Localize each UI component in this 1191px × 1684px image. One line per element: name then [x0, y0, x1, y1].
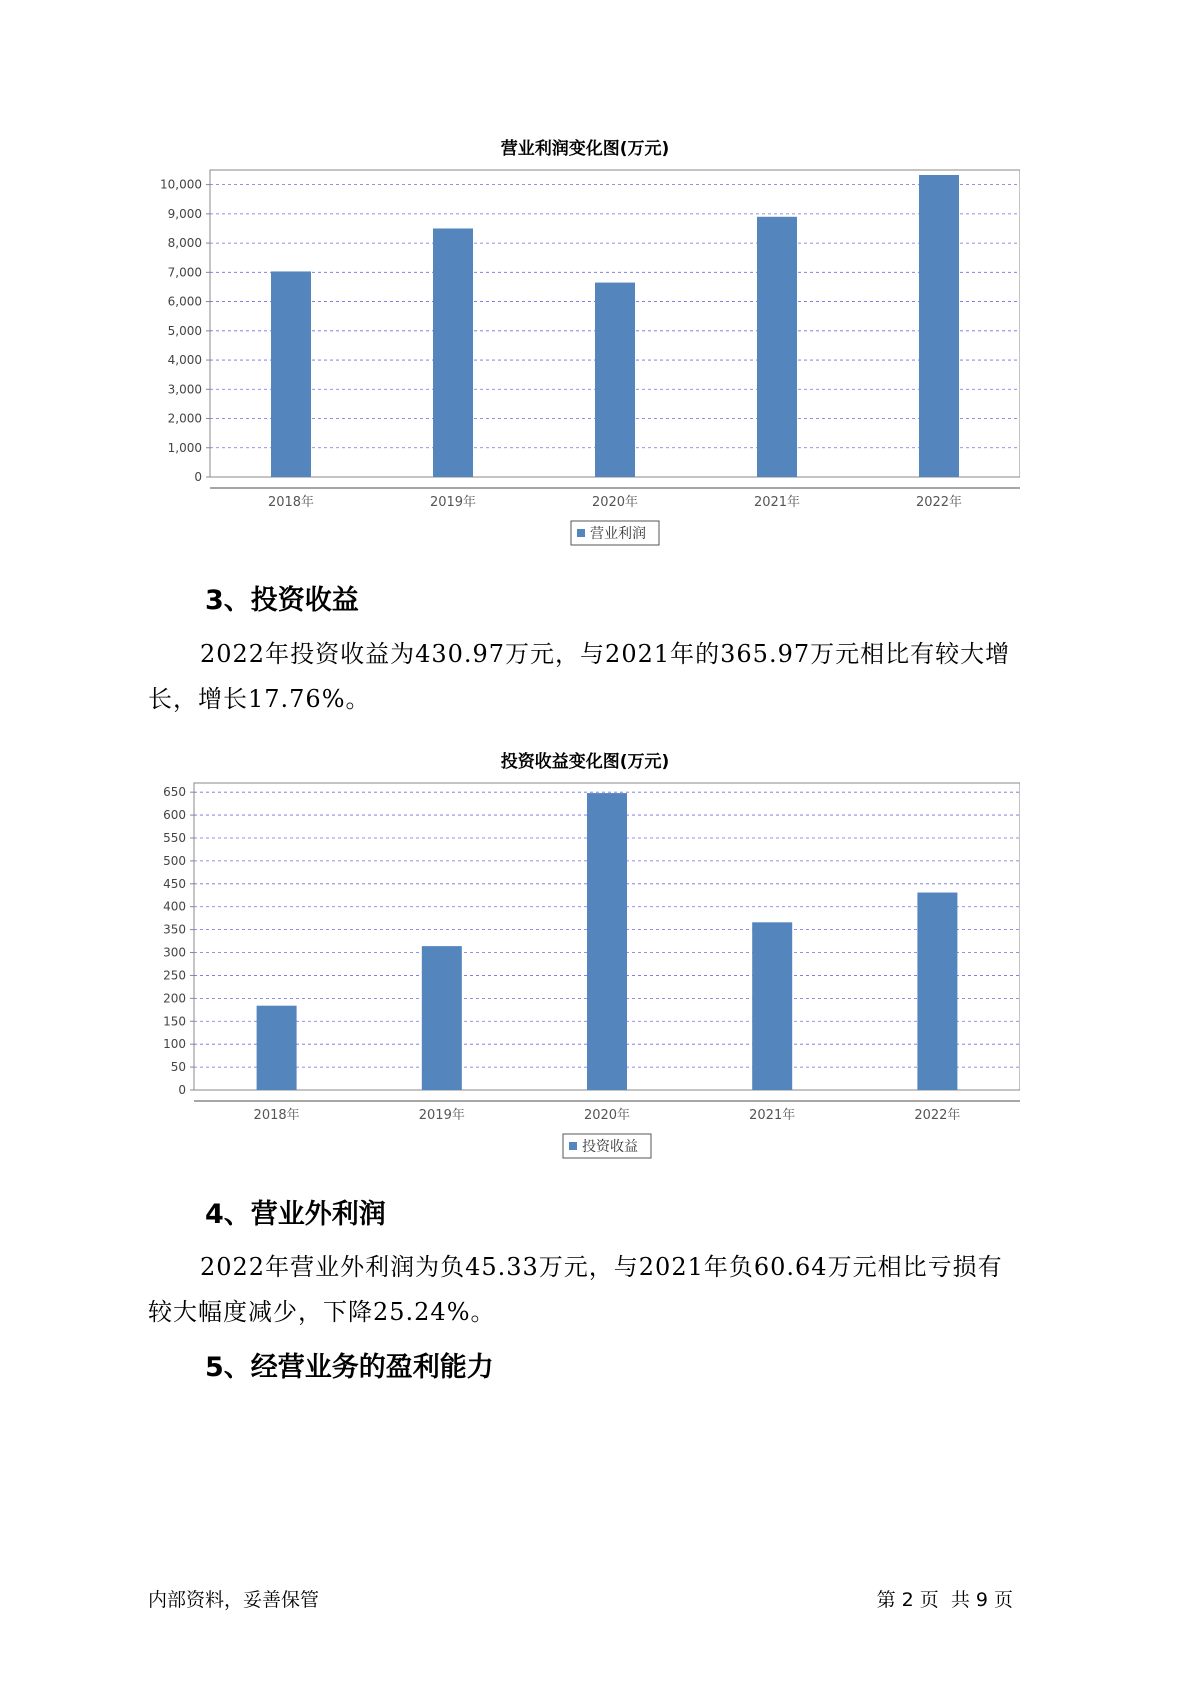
legend-swatch — [569, 1142, 577, 1150]
y-tick-label: 3,000 — [167, 382, 202, 397]
y-tick-label: 550 — [163, 830, 186, 845]
y-tick-label: 0 — [178, 1083, 186, 1097]
y-tick-label: 10,000 — [160, 177, 202, 192]
y-tick-label: 6,000 — [167, 294, 202, 309]
x-tick-label: 2018年 — [253, 1108, 300, 1123]
bar — [257, 1006, 297, 1090]
y-tick-label: 500 — [163, 853, 186, 868]
bar — [752, 922, 792, 1090]
chart-plot — [150, 743, 1020, 1163]
y-tick-label: 9,000 — [167, 206, 202, 221]
chart-plot — [150, 130, 1020, 550]
x-tick-label: 2020年 — [591, 495, 639, 510]
x-tick-label: 2018年 — [267, 495, 315, 510]
bar — [433, 228, 473, 477]
investment-income-paragraph — [148, 632, 1048, 722]
bar — [757, 217, 797, 477]
x-tick-label: 2021年 — [749, 1108, 796, 1123]
bar — [917, 893, 957, 1090]
x-tick-label: 2021年 — [753, 495, 801, 510]
y-tick-label: 1,000 — [167, 440, 202, 455]
bar — [271, 271, 311, 477]
y-tick-label: 0 — [194, 470, 202, 484]
y-tick-label: 600 — [163, 808, 186, 823]
chart-title: 营业利润变化图(万元) — [500, 139, 670, 159]
y-tick-label: 100 — [163, 1037, 186, 1052]
paragraph-line: 较大幅度减少，下降25.24%。 — [148, 1298, 496, 1326]
y-tick-label: 50 — [170, 1060, 186, 1075]
paragraph-line: 2022年营业外利润为负45.33万元，与2021年负60.64万元相比亏损有 — [200, 1253, 1003, 1281]
operating-profit-chart — [150, 130, 1020, 550]
bar — [587, 793, 627, 1090]
y-tick-label: 250 — [163, 968, 186, 983]
paragraph-line: 长，增长17.76%。 — [148, 685, 371, 713]
non-operating-profit-paragraph — [148, 1245, 1048, 1335]
y-tick-label: 4,000 — [167, 353, 202, 368]
bar — [595, 283, 635, 477]
y-tick-label: 2,000 — [167, 411, 202, 426]
y-tick-label: 450 — [163, 876, 186, 891]
y-tick-label: 7,000 — [167, 265, 202, 280]
footer-confidential-note: 内部资料，妥善保管 — [148, 1589, 320, 1611]
footer-page-number: 第 2 页 共 9 页 — [876, 1589, 1013, 1611]
investment-income-chart — [150, 743, 1020, 1163]
y-tick-label: 300 — [163, 945, 186, 960]
y-tick-label: 400 — [163, 899, 186, 914]
chart-title: 投资收益变化图(万元) — [500, 752, 670, 772]
x-tick-label: 2020年 — [583, 1108, 631, 1123]
y-tick-label: 150 — [163, 1014, 186, 1029]
paragraph-line: 2022年投资收益为430.97万元，与2021年的365.97万元相比有较大增 — [200, 640, 1011, 668]
section-heading-profitability: 5、经营业务的盈利能力 — [205, 1352, 494, 1383]
section-heading-investment-income: 3、投资收益 — [205, 585, 359, 616]
y-tick-label: 200 — [163, 991, 186, 1006]
y-tick-label: 5,000 — [167, 323, 202, 338]
legend-swatch — [577, 529, 585, 537]
bar — [919, 175, 959, 477]
bar — [422, 946, 462, 1090]
x-tick-label: 2019年 — [418, 1108, 465, 1123]
x-tick-label: 2019年 — [429, 495, 477, 510]
section-heading-non-operating-profit: 4、营业外利润 — [205, 1199, 386, 1230]
legend-label: 营业利润 — [590, 526, 646, 542]
y-tick-label: 350 — [163, 922, 186, 937]
x-tick-label: 2022年 — [915, 495, 963, 510]
x-tick-label: 2022年 — [914, 1108, 961, 1123]
y-tick-label: 650 — [163, 785, 186, 800]
y-tick-label: 8,000 — [167, 236, 202, 251]
legend-label: 投资收益 — [582, 1139, 638, 1155]
